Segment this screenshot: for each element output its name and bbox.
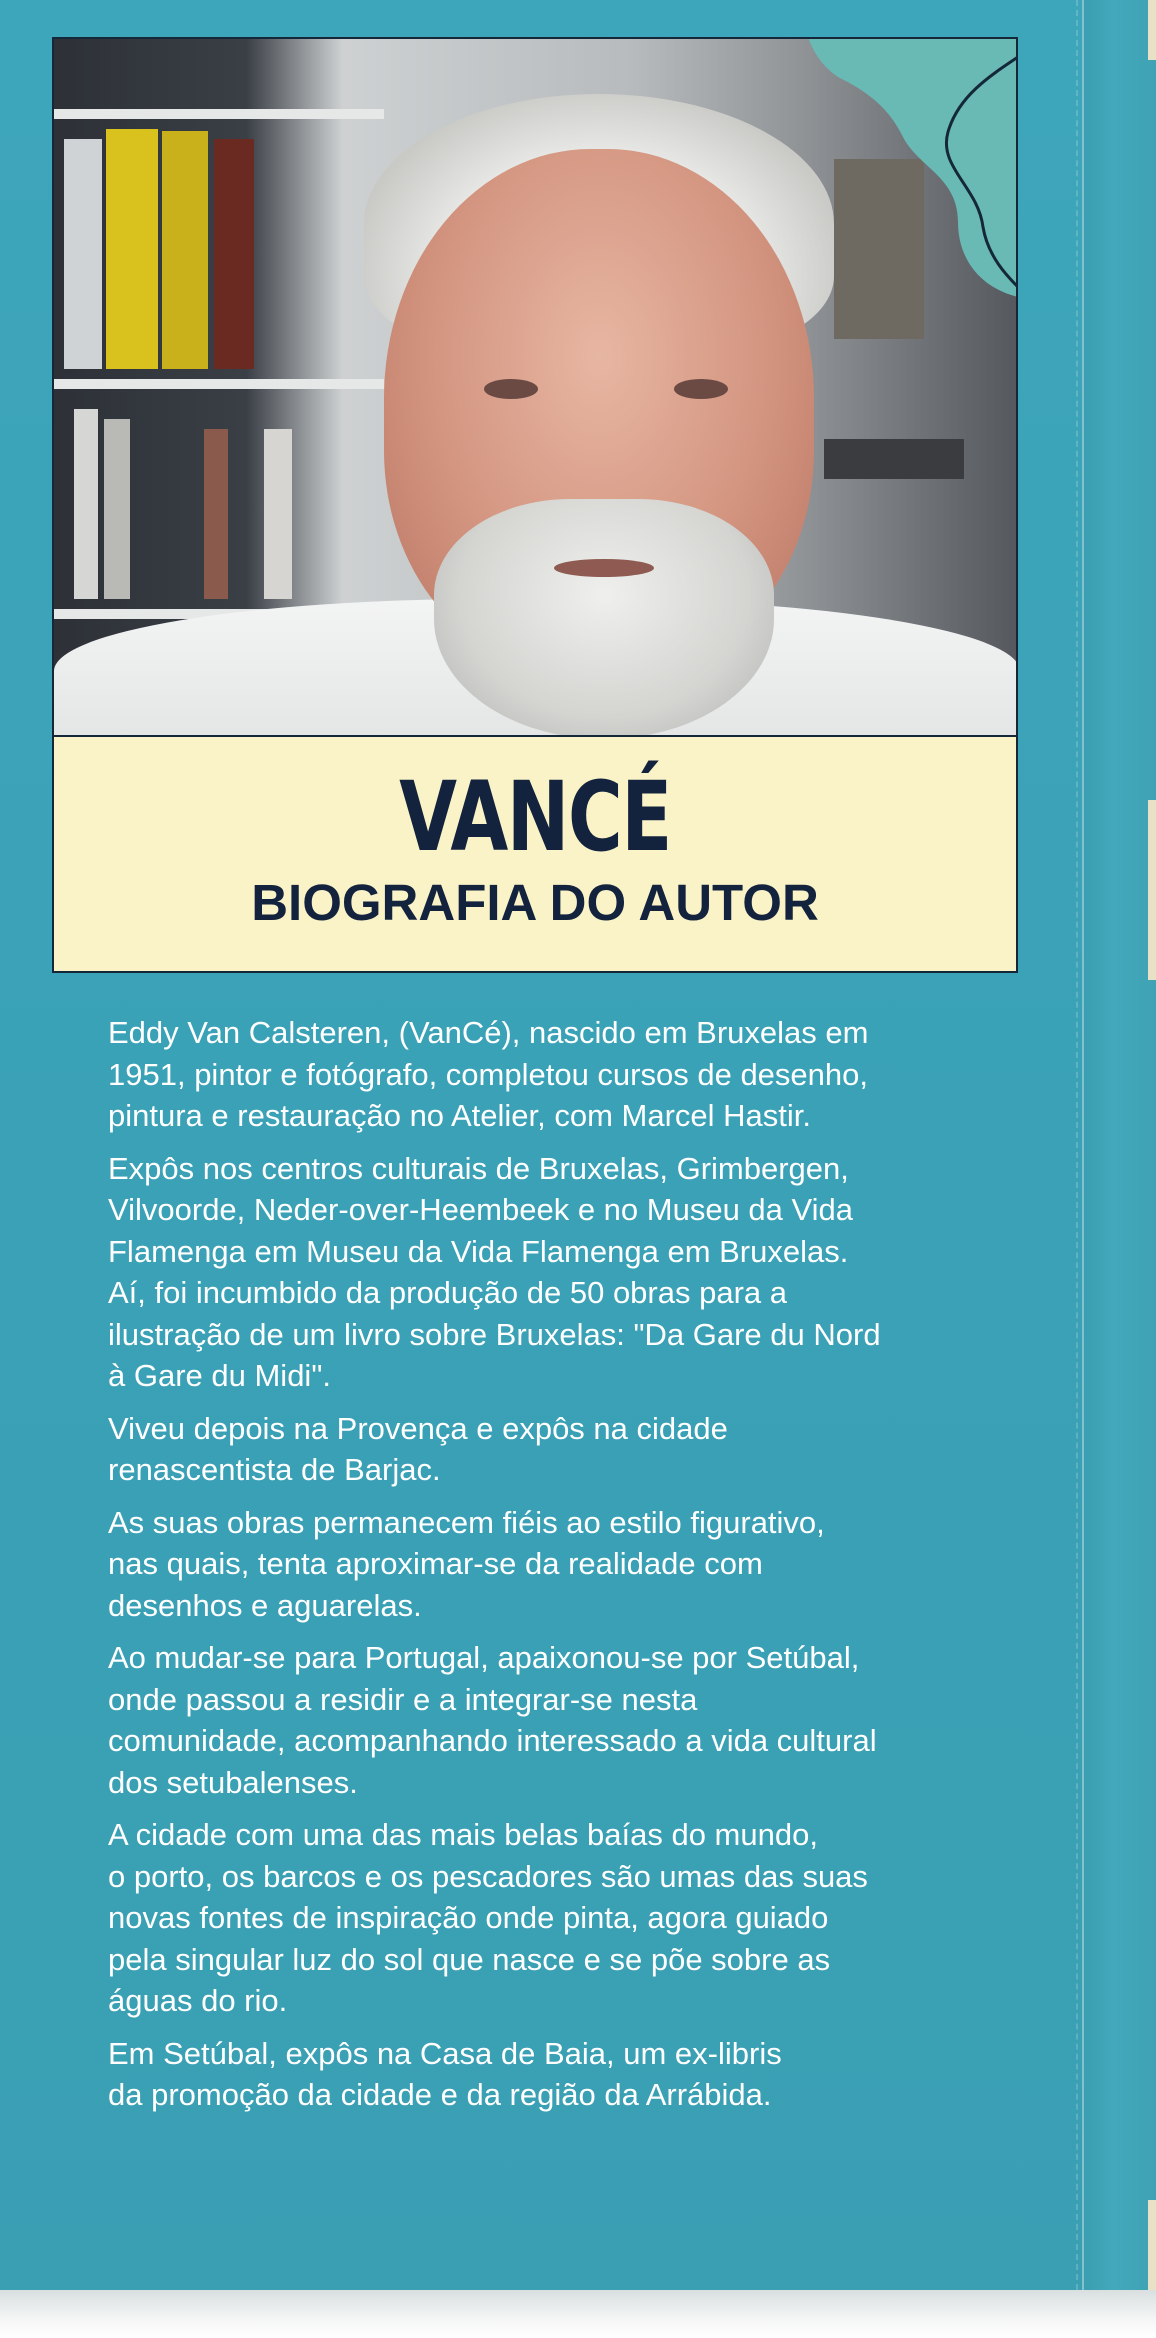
adjacent-panel-edge xyxy=(1082,0,1156,2290)
shelf xyxy=(54,379,384,389)
fold-line xyxy=(1076,0,1078,2290)
shelf xyxy=(54,109,384,119)
binder xyxy=(106,129,158,369)
panel-tab xyxy=(1148,0,1156,60)
title-box xyxy=(52,737,1018,973)
book xyxy=(104,419,130,599)
bio-paragraph: A cidade com uma das mais belas baías do mundo, o porto, os barcos e os pescadores são umas das suas novas fontes de inspiração onde pinta, agora guiado pela singular luz do sol que nasce e se põe sobre as águas do rio. xyxy=(108,1817,868,2018)
section-subtitle: BIOGRAFIA DO AUTOR xyxy=(251,874,819,931)
wave-decoration-icon xyxy=(808,37,1018,297)
book xyxy=(74,409,98,599)
bio-paragraph: As suas obras permanecem fiéis ao estilo figurativo, nas quais, tenta aproximar-se da realidade com desenhos e aguarelas. xyxy=(108,1504,825,1623)
eye xyxy=(484,379,538,399)
author-name-title: VANCÉ xyxy=(399,761,671,873)
book xyxy=(824,439,964,479)
author-photo xyxy=(52,37,1018,737)
binder xyxy=(162,131,208,369)
bio-paragraph: Em Setúbal, expôs na Casa de Baia, um ex-libris da promoção da cidade e da região da Arrábida. xyxy=(108,2035,782,2112)
book xyxy=(264,429,292,599)
panel-tab xyxy=(1148,2200,1156,2290)
bio-paragraph: Viveu depois na Provença e expôs na cidade renascentista de Barjac. xyxy=(108,1410,728,1487)
binder xyxy=(214,139,254,369)
mouth xyxy=(554,559,654,577)
bio-paragraph: Eddy Van Calsteren, (VanCé), nascido em Bruxelas em 1951, pintor e fotógrafo, completou cursos de desenho, pintura e restauração no Atelier, com Marcel Hastir. xyxy=(108,1015,869,1133)
biography-text xyxy=(108,1012,988,2127)
eye xyxy=(674,379,728,399)
binder xyxy=(64,139,102,369)
bio-paragraph: Expôs nos centros culturais de Bruxelas, Grimbergen, Vilvoorde, Neder-over-Heembeek e no Museu da Vida Flamenga em Museu da Vida Flamenga em Bruxelas. Aí, foi incumbido da produção de 50 obras para a ilustração de um livro sobre Bruxelas: "Da Gare du Nord à Gare du Midi". xyxy=(108,1150,881,1393)
bio-paragraph: Ao mudar-se para Portugal, apaixonou-se por Setúbal, onde passou a residir e a integrar-se nesta comunidade, acompanhando interessado a vida cultural dos setubalenses. xyxy=(108,1640,877,1800)
book xyxy=(204,429,228,599)
panel-tab xyxy=(1148,800,1156,980)
page-bottom-edge xyxy=(0,2290,1156,2338)
white-beard xyxy=(434,499,774,737)
